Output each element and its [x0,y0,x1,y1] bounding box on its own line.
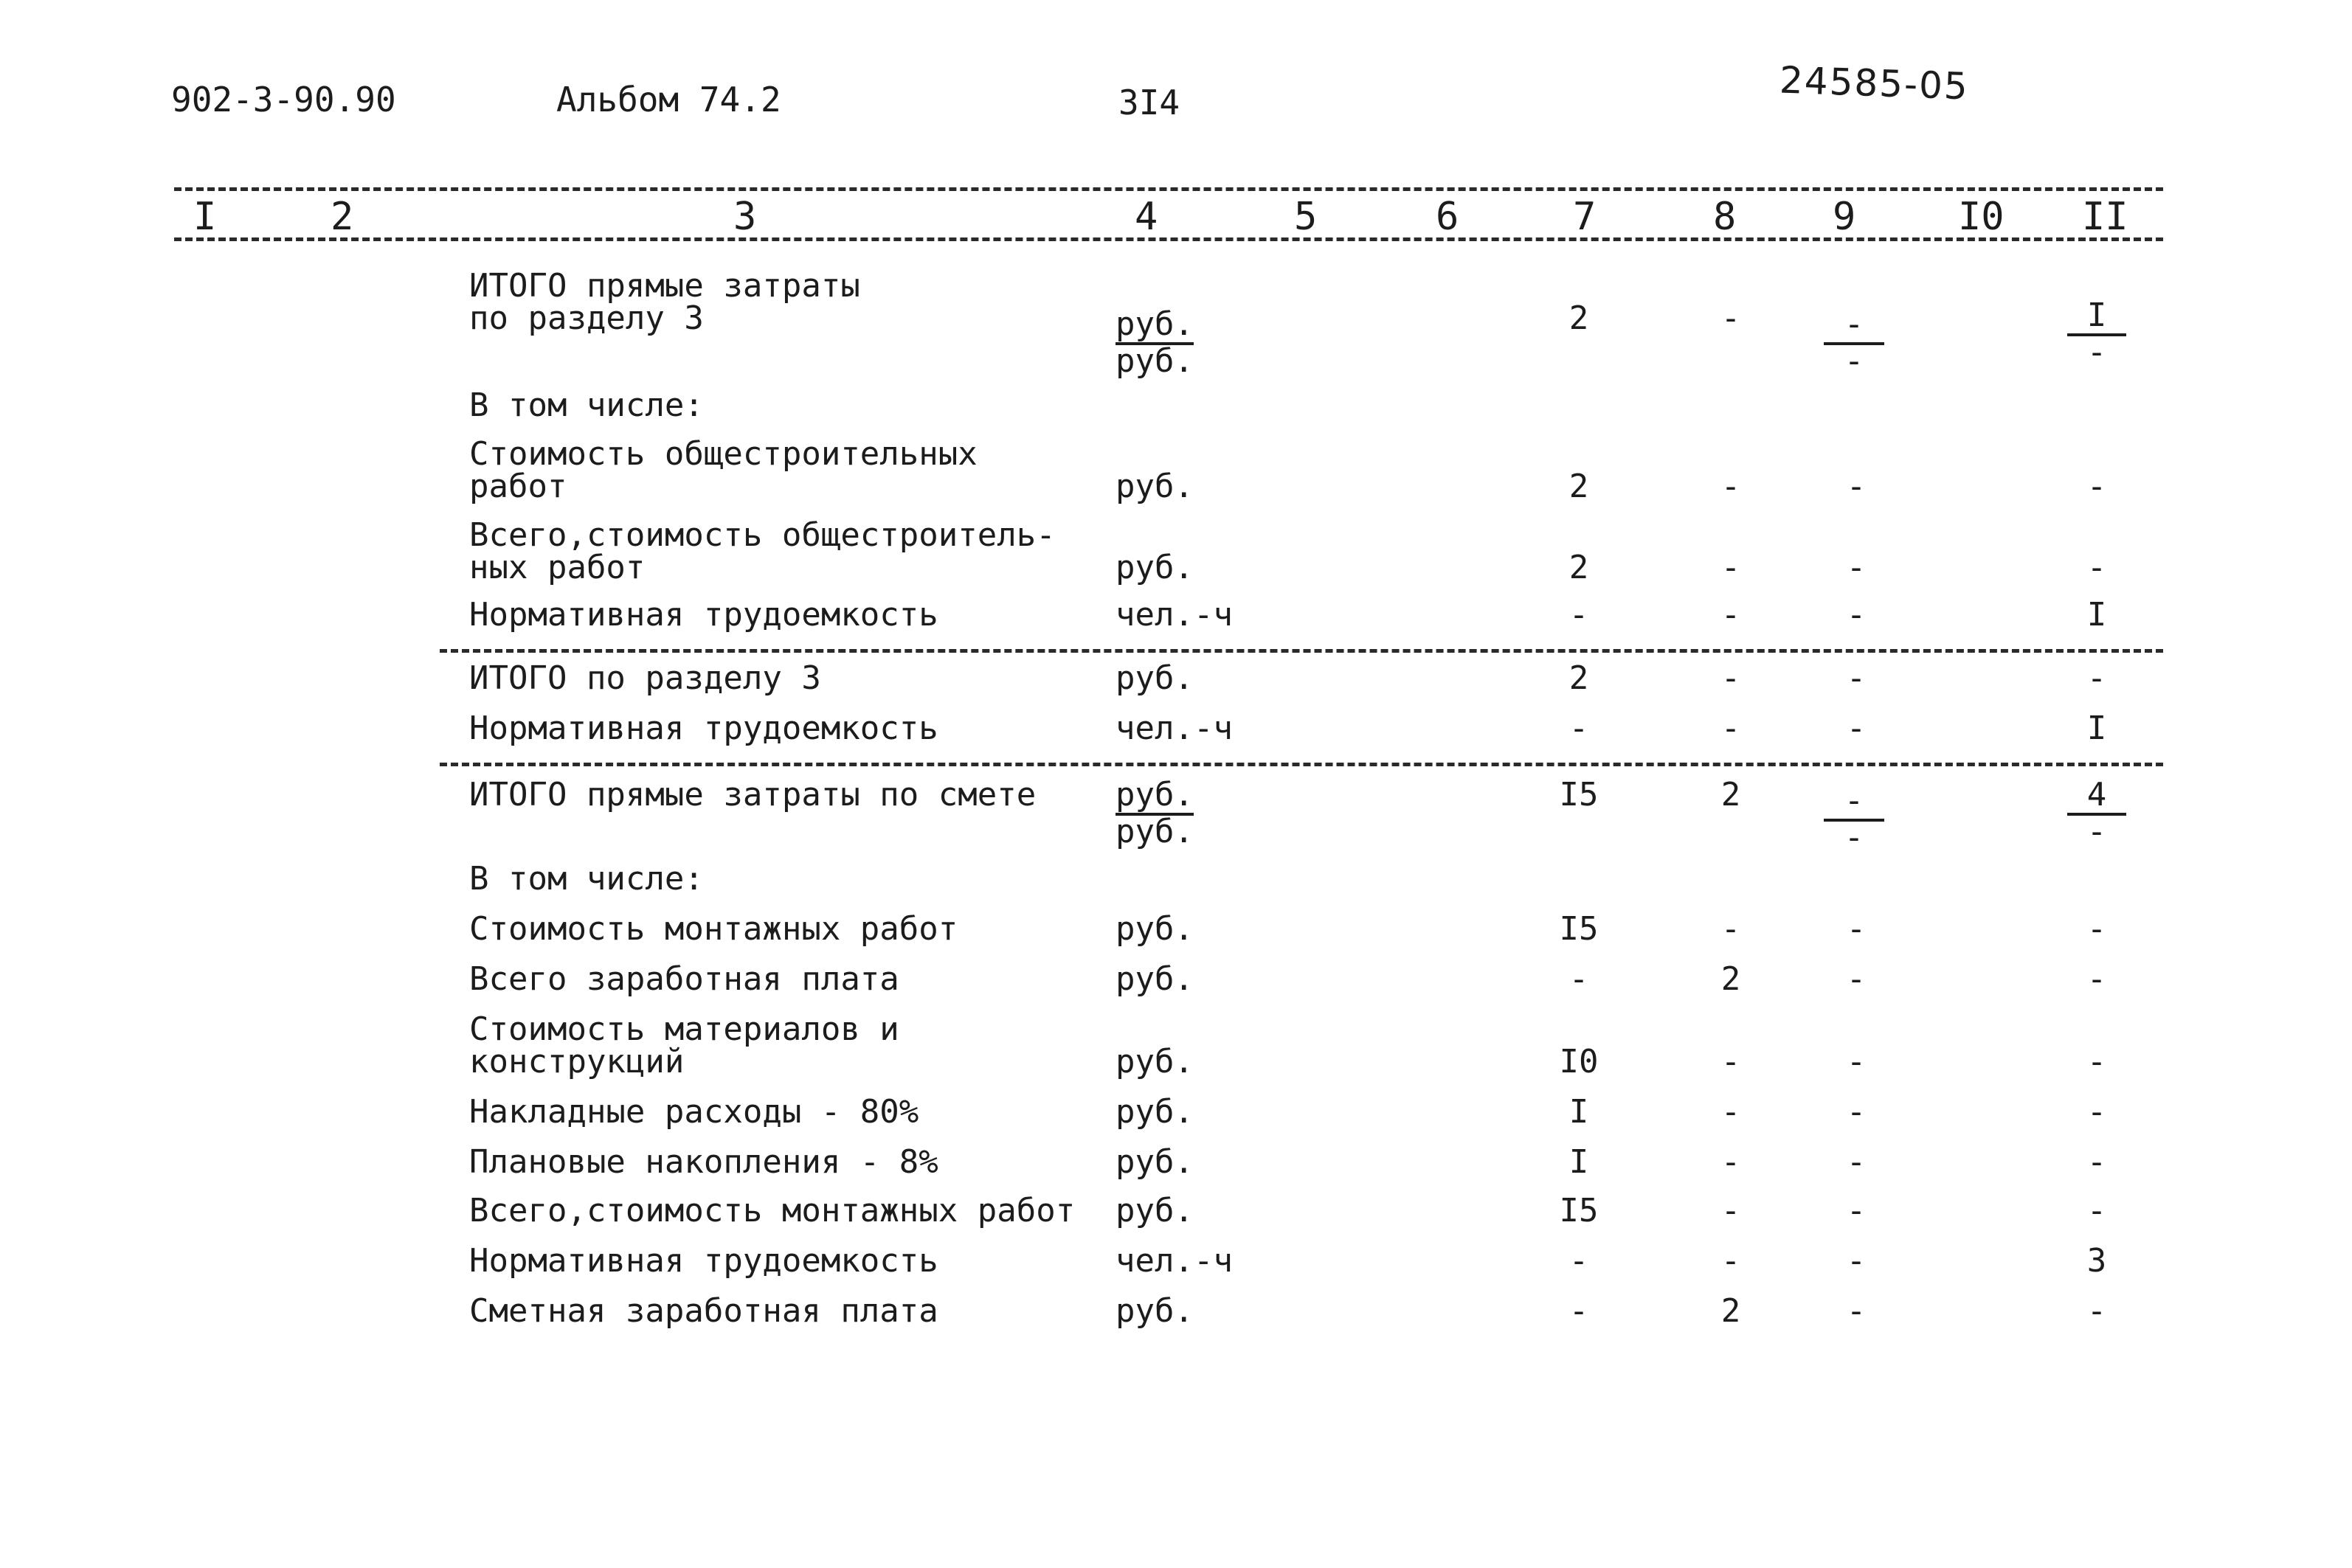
column-number-6: 6 [1436,195,1459,239]
col-9-fraction [1824,782,1884,856]
row-unit: руб. [1116,910,1194,948]
value-col-9: - [1846,1292,1867,1330]
row-unit: руб. [1116,1143,1194,1181]
row-label: Всего,стоимость общестроитель- ных работ [469,516,1056,586]
value-col-8: - [1720,659,1741,697]
section-3-rule [440,649,2163,653]
value-col-11: - [2086,1192,2107,1229]
value-col-8: 2 [1720,960,1741,998]
value-col-8: - [1720,910,1741,948]
value-col-11: - [2086,468,2107,505]
row-unit: руб. [1116,1093,1194,1131]
value-col-7: - [1568,1292,1589,1330]
value-col-7: I [1568,1143,1589,1181]
row-label: Всего заработная плата [469,960,899,998]
value-col-9: - [1846,710,1867,747]
column-number-8: 8 [1713,195,1737,239]
page-number: 3I4 [1118,83,1180,122]
value-col-9: - [1846,596,1867,634]
value-col-8: 2 [1720,776,1741,814]
value-col-9: - [1846,549,1867,586]
value-col-8: - [1720,549,1741,586]
row-unit: руб. [1116,1192,1194,1229]
value-col-8: - [1720,1143,1741,1181]
row-label: Стоимость материалов и конструкций [469,1010,899,1080]
col-11-fraction-top: I [2067,299,2126,336]
row-label: Плановые накопления - 8% [469,1143,938,1181]
value-col-7: I0 [1559,1043,1599,1080]
value-col-9: - [1846,659,1867,697]
col-9-fraction-bottom: - [1844,342,1864,380]
value-col-8: - [1720,596,1741,634]
value-col-7: - [1568,1242,1589,1280]
value-col-7: I5 [1559,910,1599,948]
value-col-9: - [1846,1043,1867,1080]
value-col-8: 2 [1720,1292,1741,1330]
column-number-1: I [193,195,217,239]
row-label: ИТОГО прямые затраты по разделу 3 [469,267,860,337]
row-label: В том числе: [469,386,704,424]
estimate-total-rule [440,763,2163,766]
row-unit: руб. [1116,960,1194,998]
col-11-fraction-bottom: - [2086,813,2107,850]
column-header-rule [174,237,2163,241]
column-number-9: 9 [1833,195,1856,239]
document-code: 902-3-90.90 [171,80,396,119]
unit-fraction [1116,776,1194,850]
value-col-11: I [2086,596,2107,634]
column-number-4: 4 [1135,195,1158,239]
row-label: В том числе: [469,860,704,898]
col-9-fraction-top: - [1824,785,1884,822]
col-9-fraction-top: - [1824,308,1884,345]
value-col-8: - [1720,710,1741,747]
row-label: Стоимость общестроительных работ [469,435,978,505]
column-number-5: 5 [1294,195,1318,239]
row-label: Стоимость монтажных работ [469,910,958,948]
column-number-3: 3 [733,195,757,239]
row-label: Нормативная трудоемкость [469,596,938,634]
value-col-9: - [1846,1143,1867,1181]
value-col-9: - [1846,960,1867,998]
value-col-8: - [1720,1093,1741,1131]
unit-fraction-top: руб. [1116,308,1194,345]
row-unit: руб. [1116,549,1194,586]
row-label: ИТОГО прямые затраты по смете [469,776,1037,814]
value-col-9: - [1846,468,1867,505]
value-col-11: - [2086,1043,2107,1080]
value-col-9: - [1846,910,1867,948]
value-col-8: - [1720,468,1741,505]
col-11-fraction-bottom: - [2086,333,2107,371]
value-col-8: - [1720,1043,1741,1080]
row-label: Нормативная трудоемкость [469,1242,938,1280]
value-col-11: - [2086,910,2107,948]
value-col-11: - [2086,1292,2107,1330]
row-unit: руб. [1116,659,1194,697]
unit-fraction-bottom: руб. [1116,813,1194,850]
value-col-11: - [2086,1093,2107,1131]
row-unit: чел.-ч [1116,596,1233,634]
value-col-8: - [1720,1192,1741,1229]
value-col-11: I [2086,710,2107,747]
row-unit: чел.-ч [1116,1242,1233,1280]
value-col-7: I [1568,1093,1589,1131]
row-label: Всего,стоимость монтажных работ [469,1192,1076,1229]
column-number-2: 2 [331,195,354,239]
value-col-7: 2 [1568,549,1589,586]
value-col-7: - [1568,710,1589,747]
row-label: Накладные расходы - 80% [469,1093,919,1131]
value-col-8: - [1720,299,1741,337]
col-9-fraction [1824,305,1884,380]
value-col-7: 2 [1568,468,1589,505]
table-top-rule [174,187,2163,191]
value-col-11: - [2086,1143,2107,1181]
row-label: Нормативная трудоемкость [469,710,938,747]
row-unit: руб. [1116,1043,1194,1080]
value-col-7: I5 [1559,776,1599,814]
row-label: Сметная заработная плата [469,1292,938,1330]
value-col-9: - [1846,1093,1867,1131]
column-number-7: 7 [1573,195,1597,239]
value-col-7: 2 [1568,299,1589,337]
handwritten-number: 24585-05 [1779,58,1970,108]
col-11-fraction-top: 4 [2067,779,2126,816]
row-unit: руб. [1116,1292,1194,1330]
col-9-fraction-bottom: - [1844,819,1864,856]
unit-fraction [1116,305,1194,380]
album-label: Альбом 74.2 [556,80,781,119]
value-col-11: - [2086,549,2107,586]
row-label: ИТОГО по разделу 3 [469,659,821,697]
value-col-7: - [1568,596,1589,634]
value-col-7: 2 [1568,659,1589,697]
value-col-7: - [1568,960,1589,998]
value-col-7: I5 [1559,1192,1599,1229]
unit-fraction-bottom: руб. [1116,342,1194,380]
row-unit: руб. [1116,468,1194,505]
unit-fraction-top: руб. [1116,779,1194,816]
col-11-fraction [2067,776,2126,850]
column-number-10: I0 [1958,195,2005,239]
column-number-11: II [2082,195,2128,239]
row-unit: чел.-ч [1116,710,1233,747]
value-col-9: - [1846,1242,1867,1280]
value-col-9: - [1846,1192,1867,1229]
value-col-11: - [2086,960,2107,998]
col-11-fraction [2067,296,2126,371]
value-col-8: - [1720,1242,1741,1280]
value-col-11: - [2086,659,2107,697]
value-col-11: 3 [2086,1242,2107,1280]
